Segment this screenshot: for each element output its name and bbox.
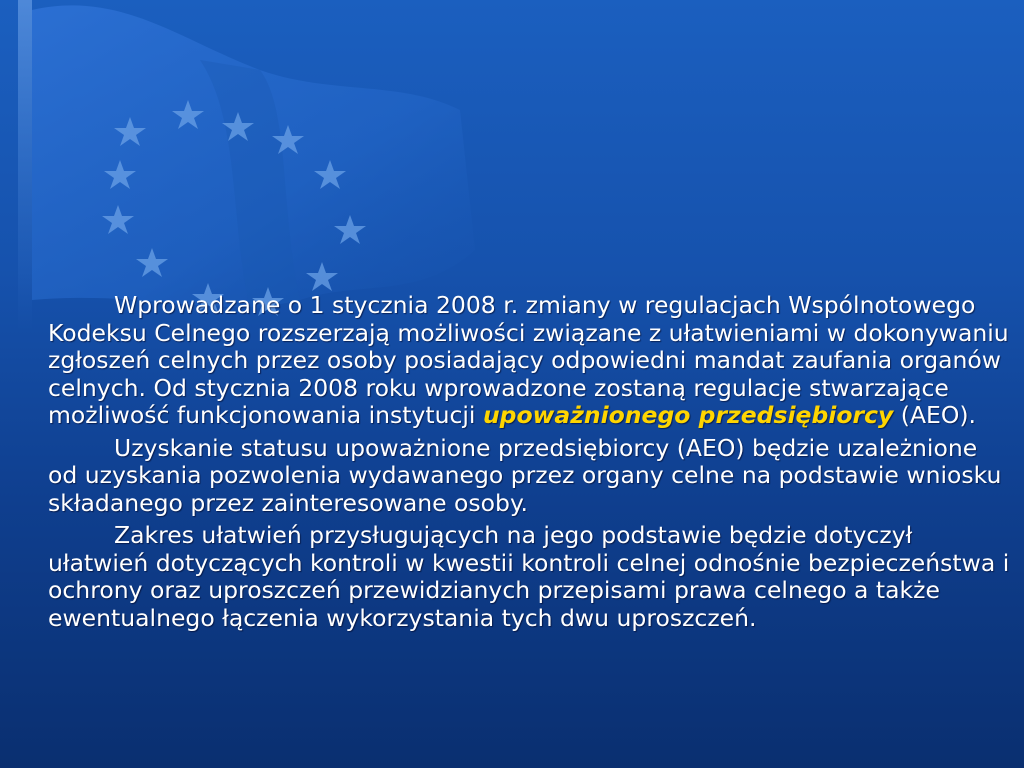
highlighted-term: upoważnionego przedsiębiorcy (482, 401, 894, 429)
paragraph-facilitations-scope: Zakres ułatwień przysługujących na jego podstawie będzie dotyczył ułatwień dotyczących kontroli w kwestii kontroli celnej odnośnie bezpieczeństwa i ochrony oraz uproszczeń przewidzianych przepisami prawa celnego a także ewentualnego łączenia wykorzystania tych dwu uproszczeń. (48, 521, 1010, 632)
paragraph-aeo-introduction (48, 292, 1010, 430)
flag-pole (18, 0, 32, 330)
slide-body (48, 292, 1010, 632)
paragraph-text: (AEO). (893, 401, 977, 429)
paragraph-aeo-status: Uzyskanie statusu upoważnione przedsiębiorcy (AEO) będzie uzależnione od uzyskania pozwolenia wydawanego przez organy celne na podstawie wniosku składanego przez zainteresowane osoby. (48, 433, 1002, 517)
paragraph-text: Wprowadzane o 1 stycznia 2008 r. zmiany w regulacjach Wspólnotowego Kodeksu Celnego rozszerzają możliwości związane z ułatwieniami w dokonywaniu zgłoszeń celnych przez osoby posiadający odpowiedni mandat zaufania organów celnych. Od stycznia 2008 roku wprowadzone zostaną regulacje stwarzające możliwość funkcjonowania instytucji (48, 291, 1009, 429)
